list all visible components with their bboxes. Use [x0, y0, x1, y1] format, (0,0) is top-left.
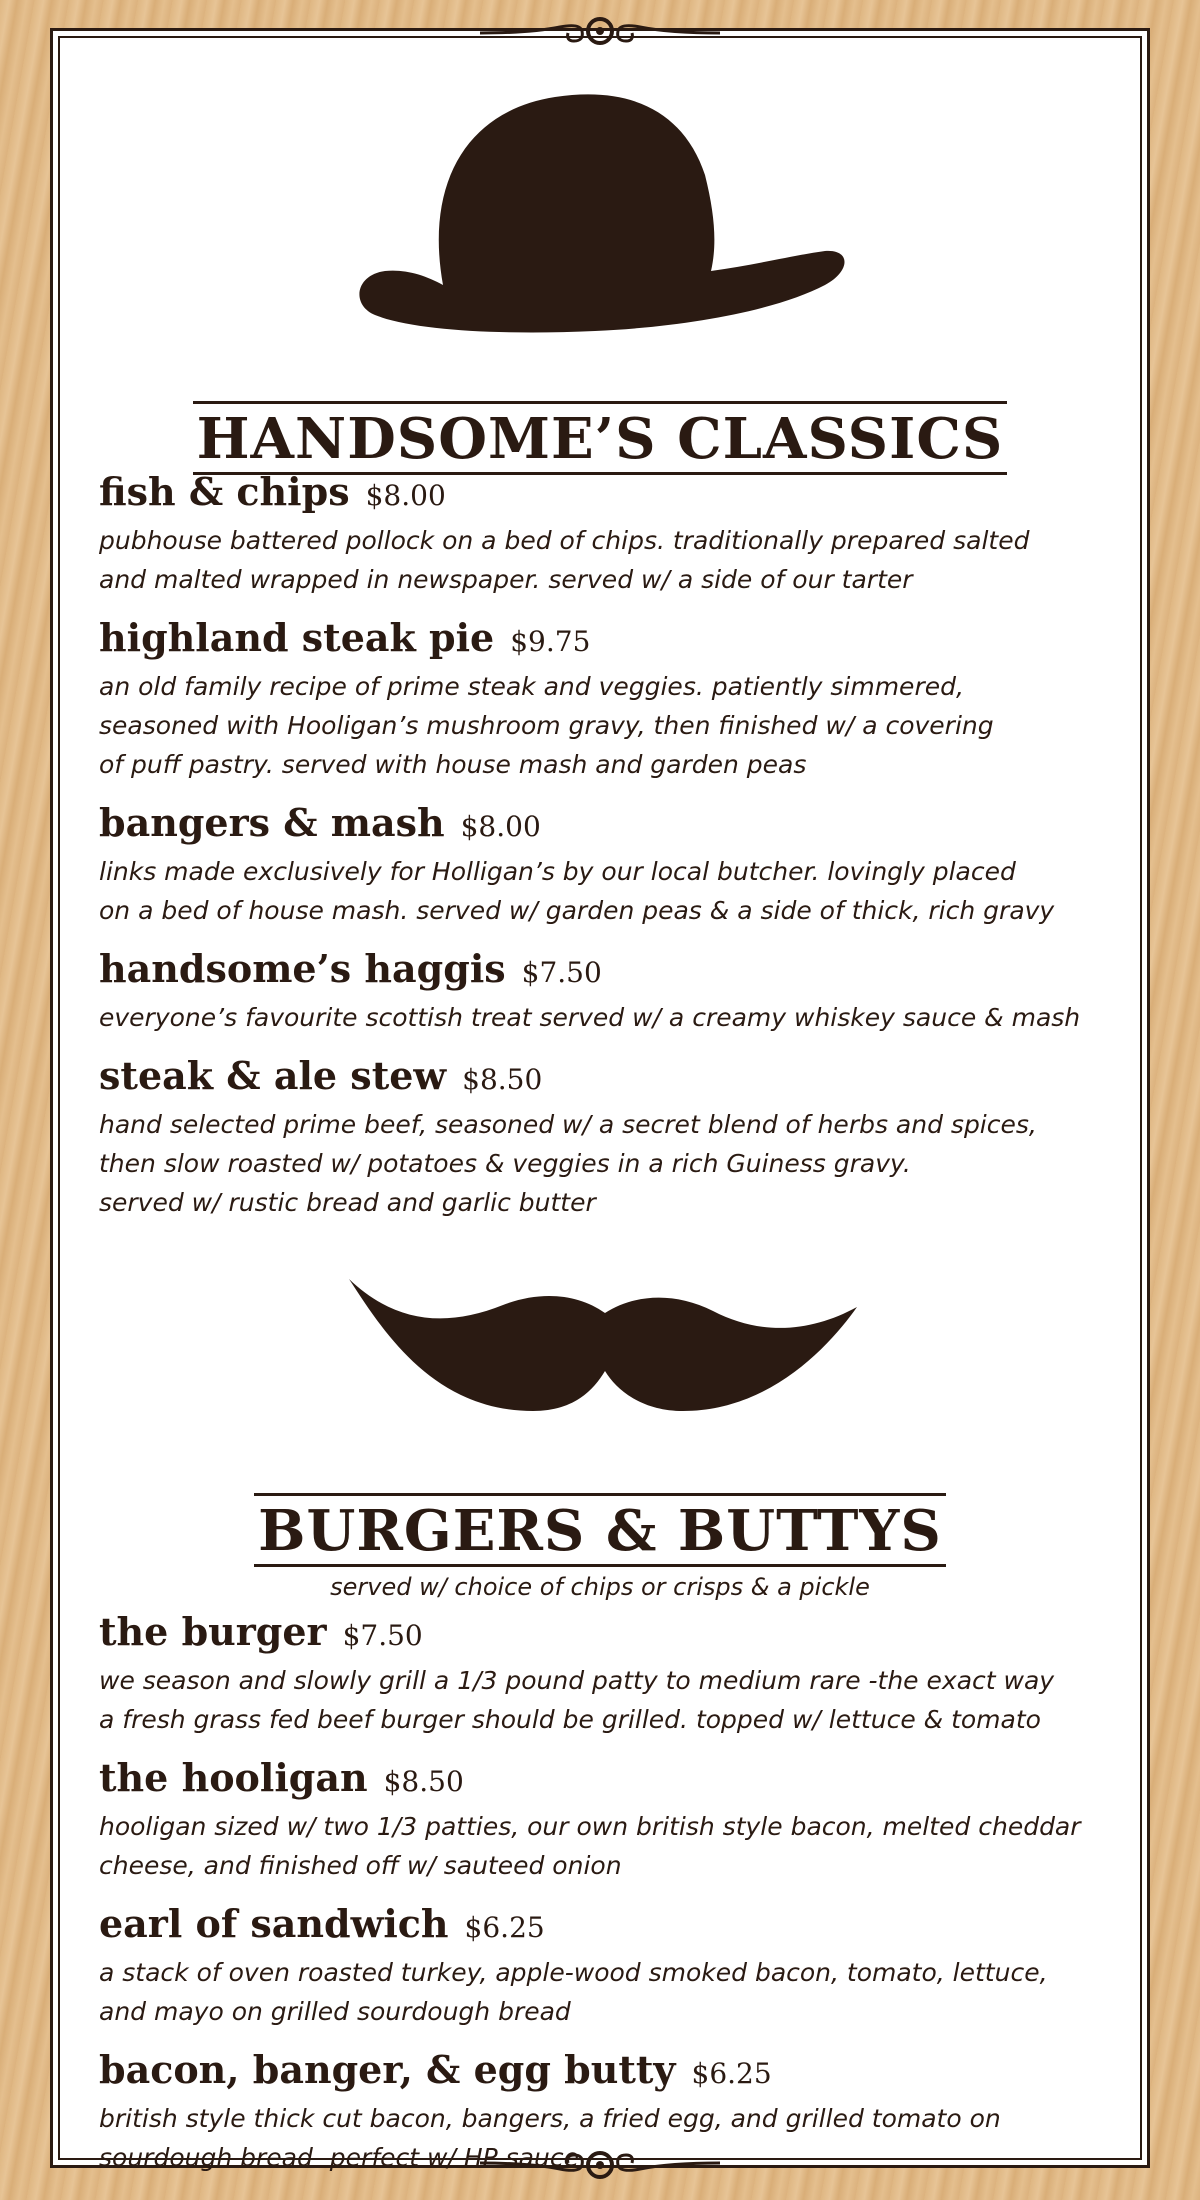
item-price: $8.00 — [365, 479, 446, 512]
item-price: $8.50 — [383, 1765, 464, 1798]
classics-list — [99, 471, 1109, 1240]
item-price: $7.50 — [342, 1619, 423, 1652]
item-name: bacon, banger, & egg butty — [99, 2047, 676, 2092]
item-description: hand selected prime beef, seasoned w/ a secret blend of herbs and spices, then slow roasted w/ potatoes & veggies in a rich Guiness gravy. served w/ rustic bread and garlic butter — [99, 1110, 1037, 1217]
item-description: links made exclusively for Holligan’s by our local butcher. lovingly placed on a bed of house mash. served w/ garden peas & a side of thick, rich gravy — [99, 857, 1055, 925]
menu-item — [99, 948, 1109, 1037]
section-title-classics: HANDSOME’S CLASSICS — [53, 401, 1147, 475]
item-name: highland steak pie — [99, 615, 495, 660]
item-price: $9.75 — [510, 625, 591, 658]
item-price: $7.50 — [521, 956, 602, 989]
section-title-burgers: BURGERS & BUTTYS — [53, 1493, 1147, 1567]
burgers-list — [99, 1611, 1109, 2195]
item-price: $8.00 — [460, 810, 541, 843]
menu-item — [99, 617, 1109, 784]
section-note: served w/ choice of chips or crisps & a pickle — [330, 1573, 870, 1601]
item-name: the burger — [99, 1609, 327, 1654]
bowler-hat-icon — [355, 75, 851, 337]
item-name: steak & ale stew — [99, 1053, 447, 1098]
item-description: hooligan sized w/ two 1/3 patties, our own british style bacon, melted cheddar cheese, and finished off w/ sauteed onion — [99, 1812, 1081, 1880]
item-description: an old family recipe of prime steak and veggies. patiently simmered, seasoned with Hooligan’s mushroom gravy, then finished w/ a covering of puff pastry. served with house mash and garden peas — [99, 672, 994, 779]
menu-item — [99, 1757, 1109, 1885]
item-name: handsome’s haggis — [99, 946, 506, 991]
menu-item — [99, 1611, 1109, 1739]
item-description: everyone’s favourite scottish treat served w/ a creamy whiskey sauce & mash — [99, 1003, 1081, 1032]
item-description: a stack of oven roasted turkey, apple-wood smoked bacon, tomato, lettuce, and mayo on grilled sourdough bread — [99, 1958, 1048, 2026]
mustache-icon — [343, 1271, 863, 1421]
item-name: earl of sandwich — [99, 1901, 449, 1946]
item-name: the hooligan — [99, 1755, 368, 1800]
item-name: bangers & mash — [99, 800, 445, 845]
menu-item — [99, 802, 1109, 930]
menu-item — [99, 471, 1109, 599]
menu-item — [99, 1055, 1109, 1222]
menu-item — [99, 1903, 1109, 2031]
top-flourish-icon — [470, 9, 730, 53]
bottom-flourish-icon — [470, 2143, 730, 2187]
item-name: fish & chips — [99, 469, 350, 514]
item-description: british style thick cut bacon, bangers, a fried egg, and grilled tomato on sourdough bread- perfect w/ HP sauce — [99, 2104, 1001, 2172]
item-price: $6.25 — [691, 2057, 772, 2090]
menu-page — [50, 28, 1150, 2172]
item-description: we season and slowly grill a 1/3 pound patty to medium rare -the exact way a fresh grass fed beef burger should be grilled. topped w/ lettuce & tomato — [99, 1666, 1055, 1734]
item-description: pubhouse battered pollock on a bed of chips. traditionally prepared salted and malted wrapped in newspaper. served w/ a side of our tarter — [99, 526, 1030, 594]
item-price: $8.50 — [462, 1063, 543, 1096]
item-price: $6.25 — [464, 1911, 545, 1944]
